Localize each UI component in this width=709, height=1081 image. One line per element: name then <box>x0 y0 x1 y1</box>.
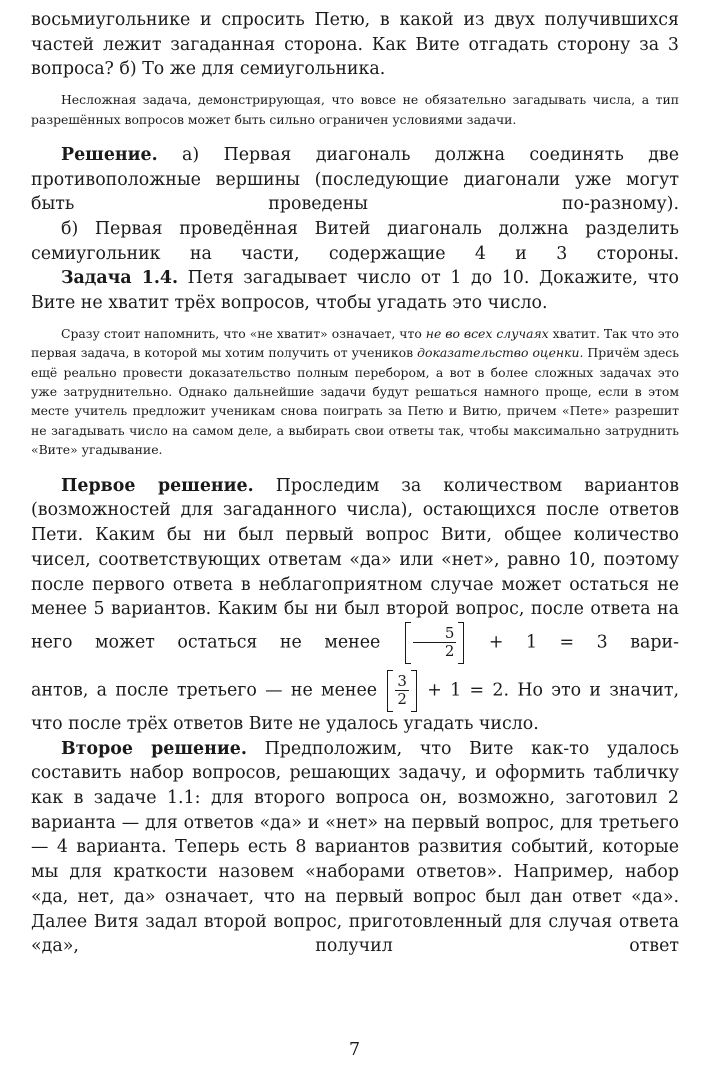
first-solution-text-3: антов, а после третьего — не менее <box>31 680 378 701</box>
note-2-part-3: . Причём здесь ещё реально провести доказательство полным перебором, а вот в более сложных задачах это уже затруднительно. Однако дальнейшие задачи будут решаться намного проще, если в этом месте учитель предложит ученикам снова поиграть за Петю и Витю, причем «Пете» разрешит не загадывать число на самом деле, а выбирать свои ответы так, чтобы максимально затруднить «Вите» угадывание. <box>31 345 679 458</box>
first-solution-text: Проследим за количеством вариантов (возможностей для загаданного числа), остающихся после ответов Пети. Каким бы ни был первый вопрос Вити, общее количество чисел, соответствующих ответам «да» или «нет», равно 10, поэтому после первого ответа в неблагоприятном случае может остаться не менее 5 вариантов. Каким бы ни был второй вопрос, после ответа на него может остаться не менее <box>31 475 679 653</box>
solution-a-text: а) Первая диагональ должна соединять две противоположные вершины (последующие диагонали уже могут быть проведены по-разному). <box>31 144 679 215</box>
first-solution-end <box>31 712 679 737</box>
second-solution <box>31 737 679 959</box>
problem-text: восьмиугольнике и спросить Петю, в какой из двух получившихся частей лежит загаданная сторона. Как Вите отгадать сторону за 3 вопроса? б) То же для семиугольника. <box>31 10 679 80</box>
second-solution-text: Предположим, что Вите как-то удалось составить набор вопросов, решающих задачу, и оформить табличку как в задаче 1.1: для второго вопроса он, возможно, заготовил 2 варианта — для ответов «да» и «нет» на первый вопрос, для третьего — 4 варианта. Теперь есть 8 вариантов развития событий, которые мы для краткости назовем «наборами ответов». Например, набор «да, нет, да» означает, что на первый вопрос был дан ответ «да». Далее Витя задал второй вопрос, приготовленный для случая ответа «да», получил ответ <box>31 738 679 957</box>
teacher-note-2 <box>31 324 679 460</box>
floor-fraction-2 <box>387 670 417 712</box>
first-solution-text-4: Но это и значит, <box>509 680 680 701</box>
solution-label: Решение. <box>61 144 158 165</box>
second-solution-label: Второе решение. <box>61 738 247 759</box>
solution-b-text: б) Первая проведённая Витей диагональ должна разделить семиугольник на части, содержащие 4 и 3 стороны. <box>31 219 679 264</box>
note-2-part-2: хватит. Так что это первая задача, в которой мы хотим получить от учеников <box>31 325 680 361</box>
floor-fraction-1 <box>405 622 465 664</box>
first-solution-cont <box>31 670 679 712</box>
teacher-note-1 <box>31 90 679 129</box>
note-2-italic-2: доказательство оценки <box>417 345 580 361</box>
expression-2: + 1 = 2. <box>427 680 509 701</box>
page-number: 7 <box>348 1040 361 1060</box>
page-body <box>31 8 679 959</box>
note-2-italic-1: не во всех случаях <box>425 325 549 341</box>
first-solution-text-5: что после трёх ответов Вите не удалось угадать число. <box>31 713 539 734</box>
task-label: Задача 1.4. <box>61 268 179 289</box>
solution-a <box>31 143 679 217</box>
first-solution <box>31 474 679 664</box>
fraction-2-denominator: 2 <box>397 690 407 709</box>
fraction-1-numerator: 5 <box>413 625 457 643</box>
first-solution-label: Первое решение. <box>61 475 254 496</box>
fraction-1-denominator: 2 <box>444 642 455 661</box>
problem-continuation <box>31 8 679 82</box>
solution-b <box>31 217 679 266</box>
note-1-text: Несложная задача, демонстрирующая, что вовсе не обязательно загадывать числа, а тип разрешённых вопросов может быть сильно ограничен условиями задачи. <box>31 92 679 127</box>
expression-1: + 1 = 3 <box>488 632 608 653</box>
task-1-4 <box>31 266 679 315</box>
note-2-part-1: Сразу стоит напомнить, что «не хватит» означает, что <box>61 325 426 341</box>
fraction-2-numerator: 3 <box>397 672 407 691</box>
task-text: Петя загадывает число от 1 до 10. Докажите, что Вите не хватит трёх вопросов, чтобы угадать это число. <box>31 268 679 314</box>
first-solution-text-2: вари- <box>607 632 679 653</box>
